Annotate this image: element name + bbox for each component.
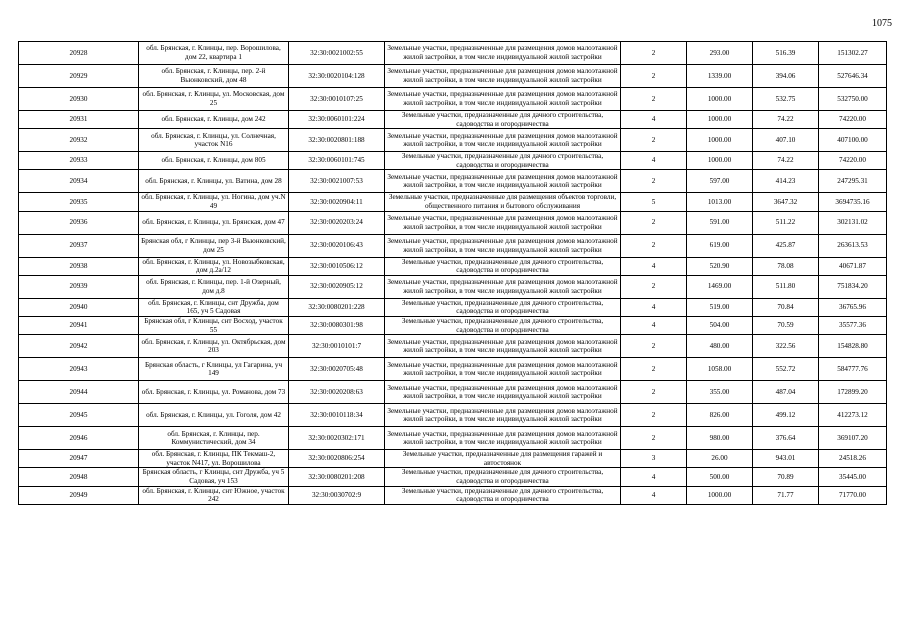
cadastral-value-cell: 151302.27 (819, 42, 887, 65)
table-row (19, 381, 887, 404)
address-cell: обл. Брянская, г. Клинцы, ПК Текмаш-2, участок N417, ул. Ворошилова (139, 450, 289, 468)
table-row (19, 65, 887, 88)
table-row (19, 234, 887, 257)
area-cell: 504.00 (687, 316, 753, 334)
unit-value-cell: 70.89 (753, 468, 819, 486)
cadastral-number-cell: 32:30:0010107:25 (289, 88, 385, 111)
address-cell: обл. Брянская, г. Клинцы, пер. Ворошилова, дом 22, квартира 1 (139, 42, 289, 65)
cadastral-number-cell: 32:30:0080201:228 (289, 298, 385, 316)
unit-value-cell: 78.08 (753, 257, 819, 275)
cadastral-value-cell: 751834.20 (819, 275, 887, 298)
group-cell: 4 (621, 486, 687, 504)
cadastral-number-cell: 32:30:0020106:43 (289, 234, 385, 257)
row-number-cell: 20937 (19, 234, 139, 257)
unit-value-cell: 425.87 (753, 234, 819, 257)
land-use-cell: Земельные участки, предназначенные для размещения домов малоэтажной жилой застройки, в том числе индивидуальной жилой застройки (385, 427, 621, 450)
cadastral-value-cell: 584777.76 (819, 358, 887, 381)
cadastral-number-cell: 32:30:0021007:53 (289, 170, 385, 193)
group-cell: 4 (621, 111, 687, 129)
land-use-cell: Земельные участки, предназначенные для размещения домов малоэтажной жилой застройки, в том числе индивидуальной жилой застройки (385, 211, 621, 234)
land-use-cell: Земельные участки, предназначенные для размещения домов малоэтажной жилой застройки, в том числе индивидуальной жилой застройки (385, 42, 621, 65)
unit-value-cell: 511.80 (753, 275, 819, 298)
table-row (19, 111, 887, 129)
unit-value-cell: 70.59 (753, 316, 819, 334)
address-cell: обл. Брянская, г. Клинцы, ул. Октябрьская, дом 203 (139, 335, 289, 358)
group-cell: 2 (621, 335, 687, 358)
page-number: 1075 (872, 18, 892, 29)
table-row (19, 275, 887, 298)
cadastral-value-cell: 412273.12 (819, 404, 887, 427)
cadastral-value-cell: 3694735.16 (819, 193, 887, 211)
address-cell: обл. Брянская, г. Клинцы, пер. 1-й Озерный, дом д.8 (139, 275, 289, 298)
cadastral-number-cell: 32:30:0020801:188 (289, 129, 385, 152)
row-number-cell: 20945 (19, 404, 139, 427)
unit-value-cell: 74.22 (753, 152, 819, 170)
cadastral-value-cell: 302131.02 (819, 211, 887, 234)
cadastral-number-cell: 32:30:0080201:208 (289, 468, 385, 486)
address-cell: обл. Брянская, г. Клинцы, ул. Брянская, дом 47 (139, 211, 289, 234)
area-cell: 597.00 (687, 170, 753, 193)
row-number-cell: 20936 (19, 211, 139, 234)
unit-value-cell: 943.01 (753, 450, 819, 468)
land-use-cell: Земельные участки, предназначенные для размещения домов малоэтажной жилой застройки, в том числе индивидуальной жилой застройки (385, 129, 621, 152)
row-number-cell: 20947 (19, 450, 139, 468)
land-use-cell: Земельные участки, предназначенные для дачного строительства, садоводства и огородничества (385, 298, 621, 316)
address-cell: обл. Брянская, г. Клинцы, дом 242 (139, 111, 289, 129)
area-cell: 355.00 (687, 381, 753, 404)
row-number-cell: 20933 (19, 152, 139, 170)
cadastral-value-cell: 36765.96 (819, 298, 887, 316)
cadastral-number-cell: 32:30:0060101:745 (289, 152, 385, 170)
cadastral-value-cell: 263613.53 (819, 234, 887, 257)
address-cell: обл. Брянская, г. Клинцы, дом 805 (139, 152, 289, 170)
cadastral-number-cell: 32:30:0020203:24 (289, 211, 385, 234)
row-number-cell: 20938 (19, 257, 139, 275)
cadastral-value-cell: 369107.20 (819, 427, 887, 450)
unit-value-cell: 511.22 (753, 211, 819, 234)
row-number-cell: 20931 (19, 111, 139, 129)
land-use-cell: Земельные участки, предназначенные для размещения домов малоэтажной жилой застройки, в том числе индивидуальной жилой застройки (385, 358, 621, 381)
unit-value-cell: 74.22 (753, 111, 819, 129)
land-use-cell: Земельные участки, предназначенные для дачного строительства, садоводства и огородничества (385, 468, 621, 486)
cadastral-number-cell: 32:30:0020104:128 (289, 65, 385, 88)
group-cell: 2 (621, 404, 687, 427)
area-cell: 293.00 (687, 42, 753, 65)
cadastral-number-cell: 32:30:0010101:7 (289, 335, 385, 358)
address-cell: Брянская обл, г Клинцы, снт Восход, участок 55 (139, 316, 289, 334)
land-use-cell: Земельные участки, предназначенные для размещения домов малоэтажной жилой застройки, в том числе индивидуальной жилой застройки (385, 335, 621, 358)
cadastral-value-cell: 527646.34 (819, 65, 887, 88)
table-row (19, 404, 887, 427)
cadastral-number-cell: 32:30:0010118:34 (289, 404, 385, 427)
table-body (19, 42, 887, 505)
row-number-cell: 20935 (19, 193, 139, 211)
unit-value-cell: 516.39 (753, 42, 819, 65)
row-number-cell: 20934 (19, 170, 139, 193)
area-cell: 519.00 (687, 298, 753, 316)
land-use-cell: Земельные участки, предназначенные для размещения домов малоэтажной жилой застройки, в том числе индивидуальной жилой застройки (385, 275, 621, 298)
address-cell: обл. Брянская, г. Клинцы, снт Дружба, дом 165, уч 5 Садовая (139, 298, 289, 316)
group-cell: 5 (621, 193, 687, 211)
cadastral-value-cell: 74220.00 (819, 152, 887, 170)
row-number-cell: 20940 (19, 298, 139, 316)
land-use-cell: Земельные участки, предназначенные для размещения гаражей и автостоянок (385, 450, 621, 468)
unit-value-cell: 499.12 (753, 404, 819, 427)
cadastral-value-cell: 71770.00 (819, 486, 887, 504)
group-cell: 2 (621, 170, 687, 193)
land-use-cell: Земельные участки, предназначенные для дачного строительства, садоводства и огородничества (385, 111, 621, 129)
area-cell: 980.00 (687, 427, 753, 450)
table-row (19, 468, 887, 486)
group-cell: 4 (621, 152, 687, 170)
cadastral-value-cell: 74220.00 (819, 111, 887, 129)
land-use-cell: Земельные участки, предназначенные для размещения домов малоэтажной жилой застройки, в том числе индивидуальной жилой застройки (385, 404, 621, 427)
cadastral-number-cell: 32:30:0021002:55 (289, 42, 385, 65)
table-row (19, 298, 887, 316)
address-cell: Брянская область, г Клинцы, снт Дружба, уч 5 Садовая, уч 153 (139, 468, 289, 486)
unit-value-cell: 414.23 (753, 170, 819, 193)
area-cell: 591.00 (687, 211, 753, 234)
group-cell: 2 (621, 381, 687, 404)
row-number-cell: 20932 (19, 129, 139, 152)
table-row (19, 486, 887, 504)
land-use-cell: Земельные участки, предназначенные для размещения домов малоэтажной жилой застройки, в том числе индивидуальной жилой застройки (385, 88, 621, 111)
area-cell: 826.00 (687, 404, 753, 427)
area-cell: 1000.00 (687, 152, 753, 170)
address-cell: обл. Брянская, г. Клинцы, ул. Новозыбковская, дом д.2а/12 (139, 257, 289, 275)
area-cell: 1000.00 (687, 129, 753, 152)
unit-value-cell: 70.84 (753, 298, 819, 316)
unit-value-cell: 552.72 (753, 358, 819, 381)
cadastral-value-cell: 35577.36 (819, 316, 887, 334)
cadastral-value-cell: 24518.26 (819, 450, 887, 468)
address-cell: обл. Брянская, г. Клинцы, ул. Романова, дом 73 (139, 381, 289, 404)
group-cell: 2 (621, 88, 687, 111)
group-cell: 2 (621, 427, 687, 450)
area-cell: 619.00 (687, 234, 753, 257)
unit-value-cell: 3647.32 (753, 193, 819, 211)
group-cell: 2 (621, 275, 687, 298)
row-number-cell: 20944 (19, 381, 139, 404)
cadastral-value-cell: 35445.00 (819, 468, 887, 486)
address-cell: обл. Брянская, г. Клинцы, ул. Гоголя, дом 42 (139, 404, 289, 427)
land-use-cell: Земельные участки, предназначенные для дачного строительства, садоводства и огородничества (385, 486, 621, 504)
address-cell: Брянская обл, г Клинцы, пер 3-й Вьюнковский, дом 25 (139, 234, 289, 257)
row-number-cell: 20942 (19, 335, 139, 358)
cadastral-number-cell: 32:30:0020705:48 (289, 358, 385, 381)
cadastral-number-cell: 32:30:0020905:12 (289, 275, 385, 298)
address-cell: обл. Брянская, г. Клинцы, ул. Ватина, дом 28 (139, 170, 289, 193)
cadastral-value-cell: 172899.20 (819, 381, 887, 404)
cadastral-value-cell: 154828.80 (819, 335, 887, 358)
address-cell: обл. Брянская, г. Клинцы, пер. Коммунистический, дом 34 (139, 427, 289, 450)
cadastral-number-cell: 32:30:0020208:63 (289, 381, 385, 404)
area-cell: 1469.00 (687, 275, 753, 298)
row-number-cell: 20939 (19, 275, 139, 298)
group-cell: 4 (621, 316, 687, 334)
group-cell: 4 (621, 468, 687, 486)
group-cell: 3 (621, 450, 687, 468)
land-use-cell: Земельные участки, предназначенные для размещения домов малоэтажной жилой застройки, в том числе индивидуальной жилой застройки (385, 381, 621, 404)
area-cell: 1013.00 (687, 193, 753, 211)
area-cell: 500.00 (687, 468, 753, 486)
row-number-cell: 20941 (19, 316, 139, 334)
table-row (19, 193, 887, 211)
unit-value-cell: 487.04 (753, 381, 819, 404)
land-use-cell: Земельные участки, предназначенные для дачного строительства, садоводства и огородничества (385, 257, 621, 275)
area-cell: 1000.00 (687, 486, 753, 504)
row-number-cell: 20928 (19, 42, 139, 65)
cadastral-number-cell: 32:30:0080301:98 (289, 316, 385, 334)
area-cell: 1000.00 (687, 111, 753, 129)
table-row (19, 427, 887, 450)
row-number-cell: 20930 (19, 88, 139, 111)
group-cell: 2 (621, 65, 687, 88)
address-cell: обл. Брянская, г. Клинцы, ул. Ногина, дом уч.N 49 (139, 193, 289, 211)
table-row (19, 170, 887, 193)
area-cell: 26.00 (687, 450, 753, 468)
land-use-cell: Земельные участки, предназначенные для дачного строительства, садоводства и огородничества (385, 152, 621, 170)
table-row (19, 316, 887, 334)
area-cell: 1339.00 (687, 65, 753, 88)
area-cell: 1000.00 (687, 88, 753, 111)
cadastral-number-cell: 32:30:0030702:9 (289, 486, 385, 504)
address-cell: обл. Брянская, г. Клинцы, снт Южное, участок 242 (139, 486, 289, 504)
table-row (19, 152, 887, 170)
table-row (19, 358, 887, 381)
area-cell: 1058.00 (687, 358, 753, 381)
cadastral-value-cell: 407100.00 (819, 129, 887, 152)
group-cell: 2 (621, 42, 687, 65)
area-cell: 480.00 (687, 335, 753, 358)
table-row (19, 450, 887, 468)
land-use-cell: Земельные участки, предназначенные для размещения домов малоэтажной жилой застройки, в том числе индивидуальной жилой застройки (385, 234, 621, 257)
cadastral-number-cell: 32:30:0020302:171 (289, 427, 385, 450)
area-cell: 520.90 (687, 257, 753, 275)
group-cell: 2 (621, 129, 687, 152)
table-row (19, 335, 887, 358)
row-number-cell: 20943 (19, 358, 139, 381)
land-use-cell: Земельные участки, предназначенные для размещения объектов торговли, общественного питания и бытового обслуживания (385, 193, 621, 211)
row-number-cell: 20948 (19, 468, 139, 486)
cadastral-value-cell: 532750.00 (819, 88, 887, 111)
unit-value-cell: 322.56 (753, 335, 819, 358)
address-cell: обл. Брянская, г. Клинцы, ул. Солнечная, участок N16 (139, 129, 289, 152)
row-number-cell: 20929 (19, 65, 139, 88)
group-cell: 4 (621, 298, 687, 316)
table-row (19, 88, 887, 111)
address-cell: обл. Брянская, г. Клинцы, пер. 2-й Вьюнковский, дом 48 (139, 65, 289, 88)
cadastral-value-cell: 247295.31 (819, 170, 887, 193)
land-use-cell: Земельные участки, предназначенные для размещения домов малоэтажной жилой застройки, в том числе индивидуальной жилой застройки (385, 65, 621, 88)
row-number-cell: 20949 (19, 486, 139, 504)
land-use-cell: Земельные участки, предназначенные для дачного строительства, садоводства и огородничества (385, 316, 621, 334)
unit-value-cell: 532.75 (753, 88, 819, 111)
unit-value-cell: 71.77 (753, 486, 819, 504)
row-number-cell: 20946 (19, 427, 139, 450)
address-cell: Брянская область, г Клинцы, ул Гагарина, уч 149 (139, 358, 289, 381)
unit-value-cell: 376.64 (753, 427, 819, 450)
cadastral-number-cell: 32:30:0020806:254 (289, 450, 385, 468)
table-row (19, 257, 887, 275)
cadastral-value-cell: 40671.87 (819, 257, 887, 275)
group-cell: 2 (621, 358, 687, 381)
table-row (19, 211, 887, 234)
group-cell: 2 (621, 211, 687, 234)
cadastral-number-cell: 32:30:0010506:12 (289, 257, 385, 275)
group-cell: 2 (621, 234, 687, 257)
cadastral-number-cell: 32:30:0060101:224 (289, 111, 385, 129)
unit-value-cell: 407.10 (753, 129, 819, 152)
table-row (19, 129, 887, 152)
land-use-cell: Земельные участки, предназначенные для размещения домов малоэтажной жилой застройки, в том числе индивидуальной жилой застройки (385, 170, 621, 193)
cadastral-value-table (18, 41, 887, 505)
cadastral-number-cell: 32:30:0020904:11 (289, 193, 385, 211)
group-cell: 4 (621, 257, 687, 275)
table-row (19, 42, 887, 65)
unit-value-cell: 394.06 (753, 65, 819, 88)
address-cell: обл. Брянская, г. Клинцы, ул. Московская, дом 25 (139, 88, 289, 111)
